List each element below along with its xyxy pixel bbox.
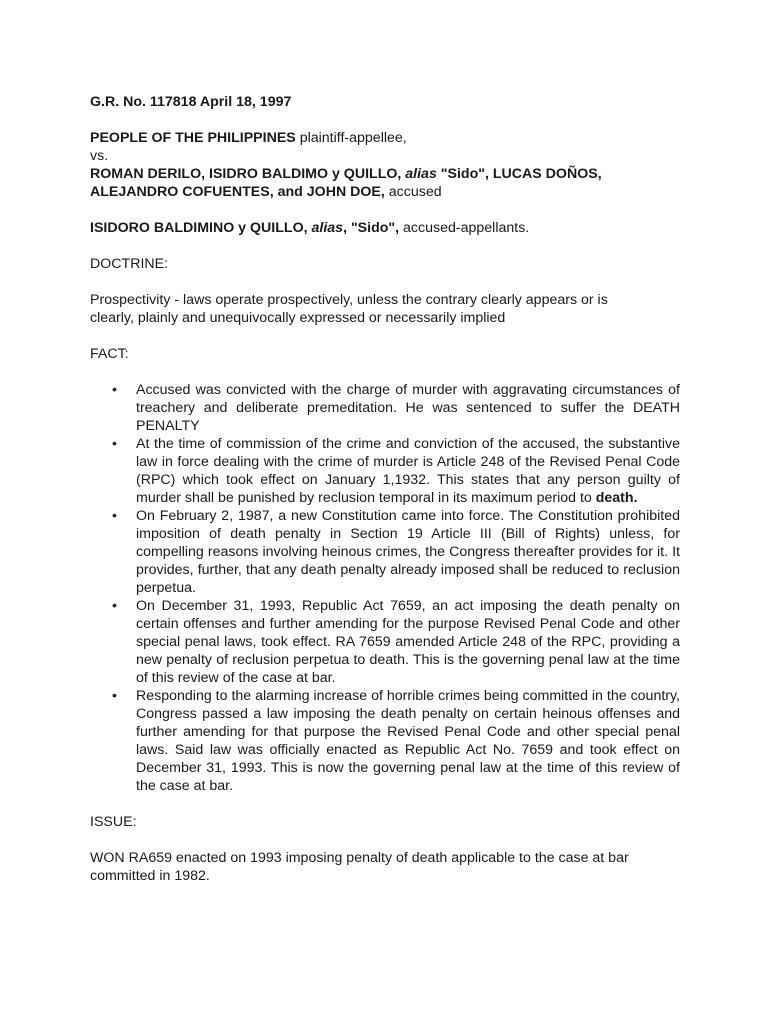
appellant-name: ISIDORO BALDIMINO y QUILLO, [90, 220, 312, 236]
bullet-icon: • [112, 508, 117, 524]
accused-names-1: ROMAN DERILO, ISIDRO BALDIMO y QUILLO, [90, 166, 406, 182]
bullet-icon: • [112, 382, 117, 398]
accused-names-2: ALEJANDRO COFUENTES, and JOHN DOE, [90, 184, 385, 200]
issue-heading: ISSUE: [90, 814, 137, 830]
accused-line-2 [90, 183, 680, 201]
plaintiff-role: plaintiff-appellee, [295, 130, 407, 146]
fact-emphasis: death. [595, 490, 638, 506]
fact-text: On December 31, 1993, Republic Act 7659, an act imposing the death penalty on certain offenses and further amending for the purpose Revised Penal Code and other special penal laws, took effect. RA 7659 amended Article 248 of the RPC, providing a new penalty of reclusion perpetua to death. This is the governing penal law at the time of this review of the case at bar. [136, 598, 680, 686]
appellant-nickname: , "Sido", [343, 220, 400, 236]
fact-text: Accused was convicted with the charge of murder with aggravating circumstances of treachery and deliberate premeditation. He was sentenced to suffer the DEATH PENALTY [136, 382, 680, 434]
accused-alias-label: alias [405, 166, 437, 182]
bullet-icon: • [112, 688, 117, 704]
fact-text: On February 2, 1987, a new Constitution came into force. The Constitution prohibited imposition of death penalty in Section 19 Article III (Bill of Rights) unless, for compelling reasons involving heinous crimes, the Congress thereafter provides for it. It provides, further, that any death penalty already imposed shall be reduced to reclusion perpetua. [136, 508, 680, 596]
accused-role: accused [384, 184, 442, 200]
fact-item-4 [90, 597, 680, 687]
fact-text: At the time of commission of the crime and conviction of the accused, the substantive law in force dealing with the crime of murder is Article 248 of the Revised Penal Code (RPC) which took effect on January 1,1932. This states that any person guilty of murder shall be punished by reclusion temporal in its maximum period to [136, 436, 680, 506]
doctrine-heading: DOCTRINE: [90, 256, 169, 272]
versus-label: vs. [90, 148, 109, 164]
appellant-alias-label: alias [311, 220, 344, 236]
bullet-icon: • [112, 598, 117, 614]
case-number: G.R. No. 117818 April 18, 1997 [90, 94, 292, 110]
fact-item-3 [90, 507, 680, 597]
issue-text-line-1: WON RA659 enacted on 1993 imposing penalty of death applicable to the case at bar [90, 850, 629, 866]
facts-heading: FACT: [90, 346, 129, 362]
plaintiff-name: PEOPLE OF THE PHILIPPINES [90, 130, 296, 146]
fact-item-2 [90, 435, 680, 507]
doctrine-text-line-1: Prospectivity - laws operate prospectively, unless the contrary clearly appears or is [90, 292, 608, 308]
fact-item-5 [90, 687, 680, 795]
fact-item-1 [90, 381, 680, 435]
document-page [90, 93, 680, 885]
bullet-icon: • [112, 436, 117, 452]
accused-line-1 [90, 165, 680, 183]
accused-names-1b: "Sido", LUCAS DOÑOS, [436, 166, 602, 182]
appellant-line [90, 219, 680, 237]
issue-text-line-2: committed in 1982. [90, 868, 210, 884]
plaintiff-line [90, 129, 680, 147]
doctrine-text-line-2: clearly, plainly and unequivocally expressed or necessarily implied [90, 310, 506, 326]
appellant-role: accused-appellants. [399, 220, 530, 236]
facts-list [90, 381, 680, 795]
fact-text: Responding to the alarming increase of horrible crimes being committed in the country, Congress passed a law imposing the death penalty on certain heinous offenses and further amending for that purpose the Revised Penal Code and other special penal laws. Said law was officially enacted as Republic Act No. 7659 and took effect on December 31, 1993. This is now the governing penal law at the time of this review of the case at bar. [136, 688, 680, 794]
